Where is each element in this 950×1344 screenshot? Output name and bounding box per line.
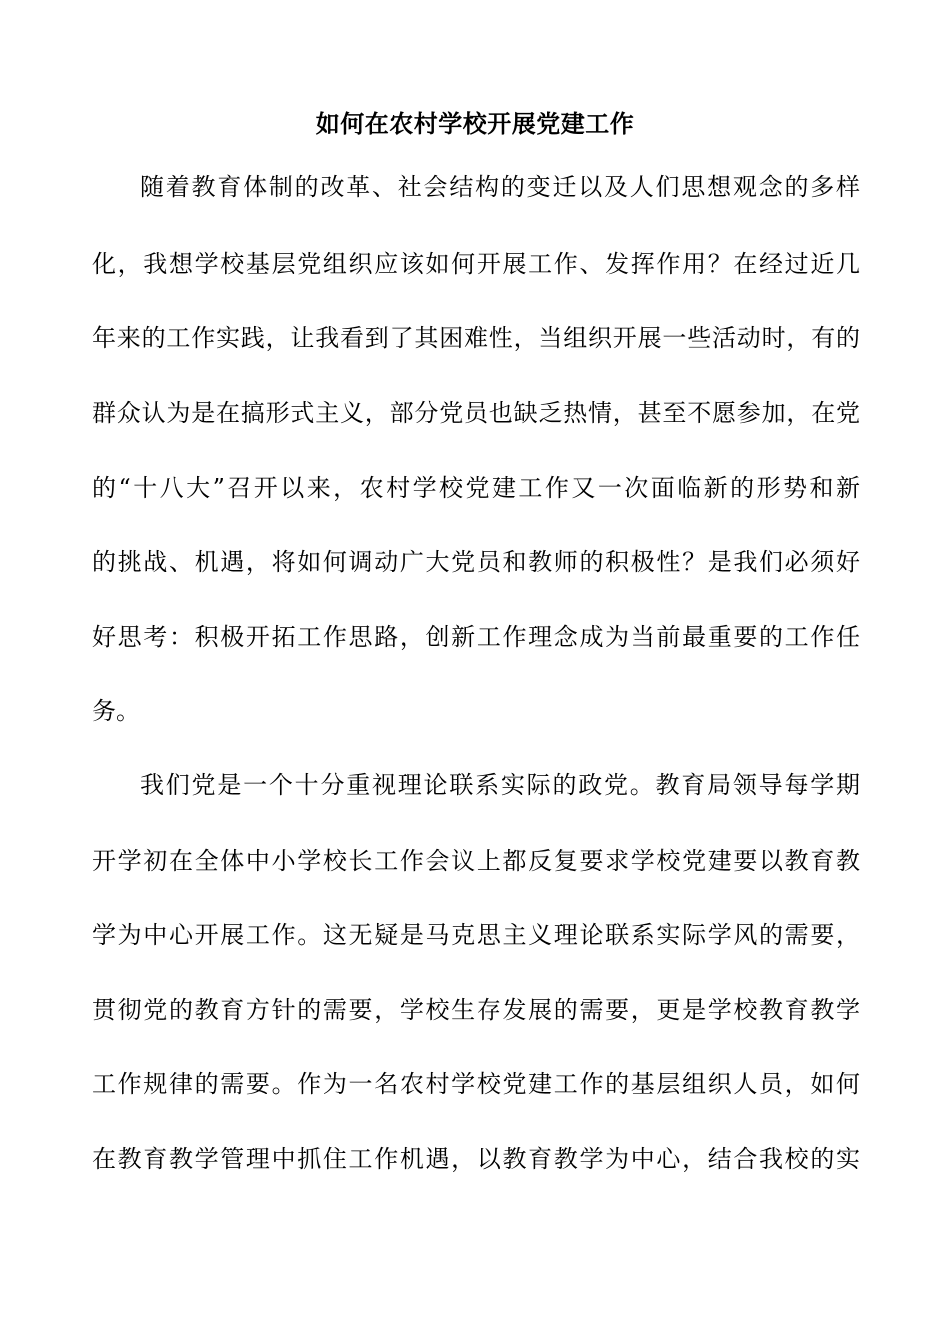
paragraph-line: 学为中心开展工作。这无疑是马克思主义理论联系实际学风的需要， xyxy=(92,921,860,949)
paragraph-line: 我们党是一个十分重视理论联系实际的政党。教育局领导每学期 xyxy=(140,771,860,799)
paragraph-line: 在教育教学管理中抓住工作机遇，以教育教学为中心，结合我校的实 xyxy=(92,1145,860,1173)
paragraph-line: 群众认为是在搞形式主义，部分党员也缺乏热情，甚至不愿参加，在党 xyxy=(92,399,860,427)
paragraph-line: 的“十八大”召开以来，农村学校党建工作又一次面临新的形势和新 xyxy=(92,474,860,502)
paragraph-line: 年来的工作实践，让我看到了其困难性，当组织开展一些活动时，有的 xyxy=(92,324,860,352)
paragraph-line: 随着教育体制的改革、社会结构的变迁以及人们思想观念的多样 xyxy=(140,173,860,201)
document-title: 如何在农村学校开展党建工作 xyxy=(315,109,635,138)
paragraph-line: 的挑战、机遇，将如何调动广大党员和教师的积极性？是我们必须好 xyxy=(92,548,860,576)
paragraph-line: 贯彻党的教育方针的需要，学校生存发展的需要，更是学校教育教学 xyxy=(92,996,860,1024)
paragraph-line: 开学初在全体中小学校长工作会议上都反复要求学校党建要以教育教 xyxy=(92,847,860,875)
paragraph-line: 好思考：积极开拓工作思路，创新工作理念成为当前最重要的工作任 xyxy=(92,623,860,651)
paragraph-line: 工作规律的需要。作为一名农村学校党建工作的基层组织人员，如何 xyxy=(92,1070,860,1098)
paragraph-line: 化，我想学校基层党组织应该如何开展工作、发挥作用？在经过近几 xyxy=(92,250,860,278)
paragraph-line: 务。 xyxy=(92,697,140,725)
